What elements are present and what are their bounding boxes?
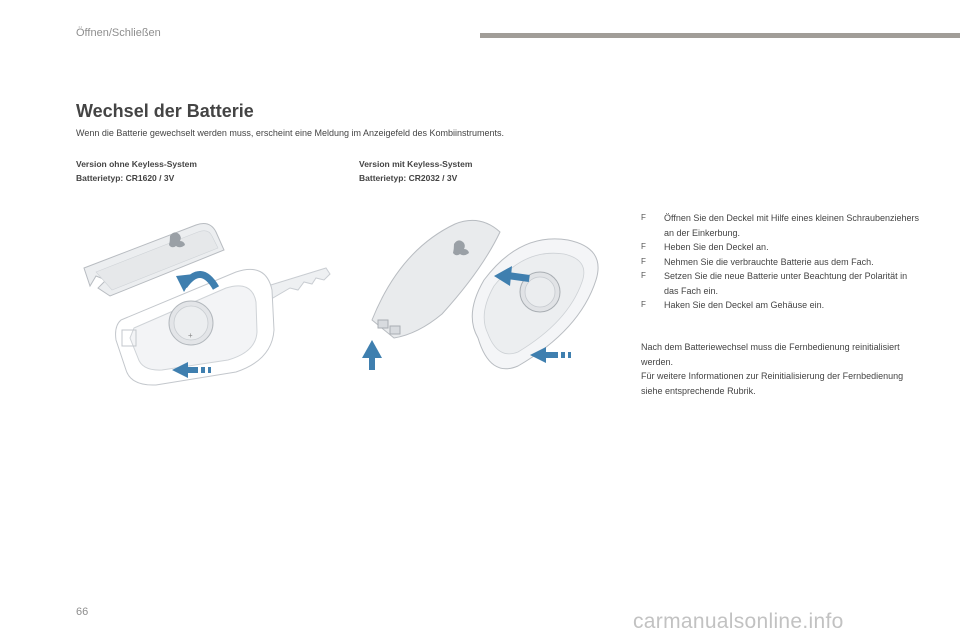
list-item	[641, 211, 921, 240]
version-name: Version ohne Keyless-System	[76, 159, 197, 169]
step-text: Öffnen Sie den Deckel mit Hilfe eines kleinen Schraubenziehers an der Einkerbung.	[664, 213, 919, 238]
note-paragraph: Für weitere Informationen zur Reinitialisierung der Fernbedienung siehe entsprechende Rubrik.	[641, 371, 904, 396]
bullet-marker: F	[641, 300, 646, 309]
bullet-marker: F	[641, 242, 646, 251]
step-text: Heben Sie den Deckel an.	[664, 242, 769, 252]
battery-type: Batterietyp: CR1620 / 3V	[76, 173, 175, 183]
note-paragraph: Nach dem Batteriewechsel muss die Fernbedienung reinitialisiert werden.	[641, 342, 900, 367]
step-text: Nehmen Sie die verbrauchte Batterie aus dem Fach.	[664, 256, 874, 267]
battery-type: Batterietyp: CR2032 / 3V	[359, 173, 458, 183]
intro-text: Wenn die Batterie gewechselt werden muss, erscheint eine Meldung im Anzeigefeld des Kombiinstruments.	[76, 128, 505, 138]
version-name: Version mit Keyless-System	[359, 159, 473, 169]
key-battery-illustration-keyless	[360, 210, 610, 390]
version-without-keyless	[76, 157, 197, 185]
bullet-marker: F	[641, 213, 646, 222]
bullet-marker: F	[641, 271, 646, 280]
header-bar	[480, 33, 960, 38]
page-number: 66	[76, 606, 89, 618]
step-text: Setzen Sie die neue Batterie unter Beachtung der Polarität in das Fach ein.	[664, 271, 908, 296]
list-item	[641, 298, 921, 313]
list-item	[641, 240, 921, 255]
list-item	[641, 255, 921, 270]
watermark: carmanualsonline.info	[633, 610, 844, 633]
reinitialisation-note	[641, 340, 921, 398]
key-battery-illustration-standard	[76, 210, 336, 390]
lift-arrow	[362, 340, 382, 370]
version-with-keyless	[359, 157, 472, 185]
page-title: Wechsel der Batterie	[76, 101, 254, 121]
instruction-list	[641, 211, 921, 313]
svg-text:+: +	[188, 331, 193, 340]
bullet-marker: F	[641, 256, 646, 266]
section-label: Öffnen/Schließen	[76, 27, 161, 39]
step-text: Haken Sie den Deckel am Gehäuse ein.	[664, 300, 825, 310]
list-item	[641, 269, 921, 298]
